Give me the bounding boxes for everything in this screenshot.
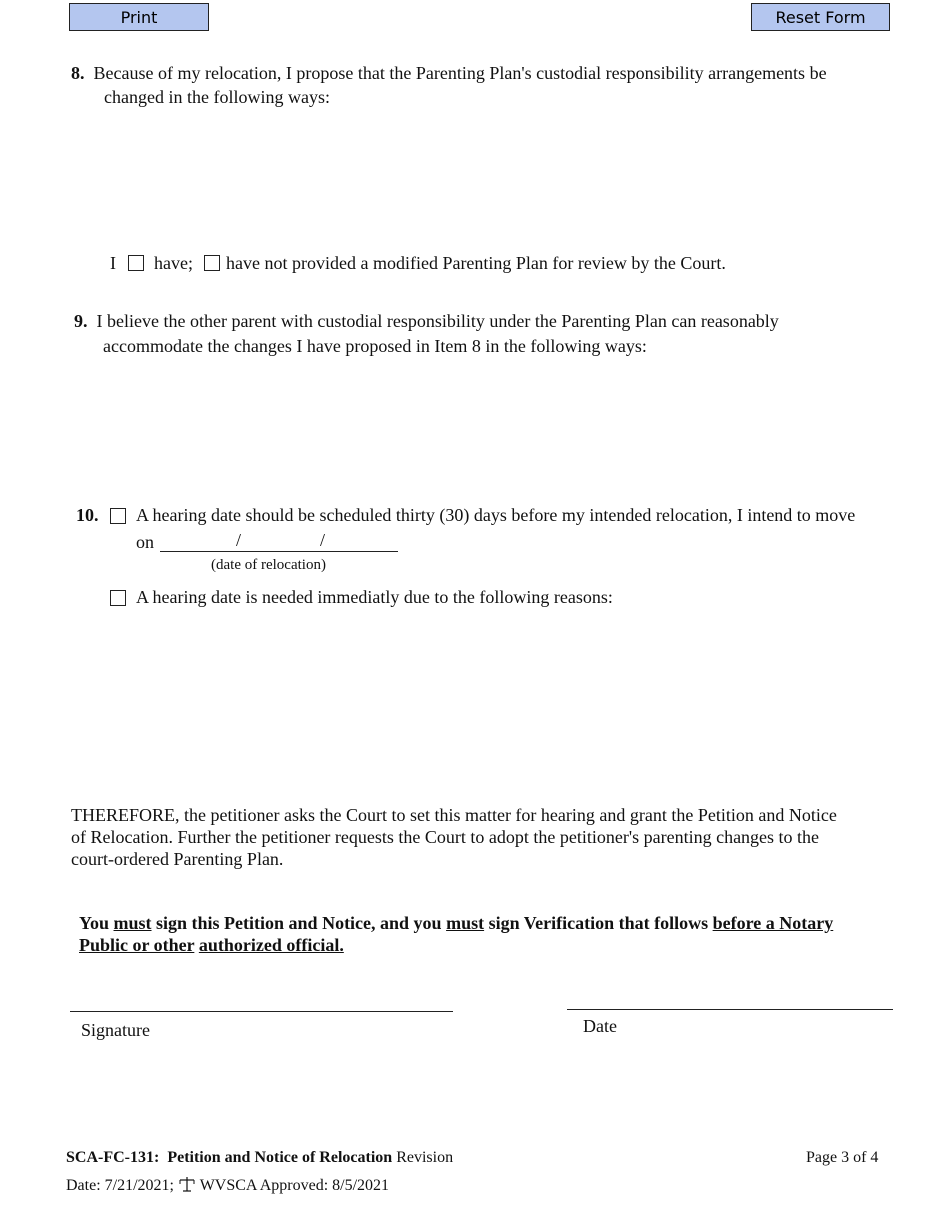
reset-form-button[interactable]: Reset Form — [751, 3, 890, 31]
item-8-text — [71, 61, 827, 85]
item-9-text — [74, 309, 779, 333]
footer-form-id — [66, 1149, 453, 1167]
signature-line[interactable] — [70, 1011, 453, 1012]
have-not-label: have not provided a modified Parenting Plan for review by the Court. — [226, 253, 726, 273]
notice-must: must — [113, 913, 152, 933]
have-label: have; — [154, 253, 193, 273]
approved-date: WVSCA Approved: 8/5/2021 — [199, 1177, 390, 1194]
page-number: Page 3 of 4 — [806, 1149, 879, 1166]
notary-notice-line1 — [79, 911, 833, 935]
hearing-immediate-text: A hearing date is needed immediatly due to the following reasons: — [136, 587, 613, 607]
notary-notice-line2 — [79, 933, 344, 957]
have-not-checkbox[interactable] — [204, 255, 220, 271]
date-caption: (date of relocation) — [211, 557, 326, 573]
item-10-number: 10. — [76, 505, 99, 525]
notice-notary: before a Notary — [712, 913, 834, 933]
notice-text: sign this Petition and Notice, and you — [151, 913, 447, 933]
item-8-line2: changed in the following ways: — [104, 87, 330, 107]
date-separator: / — [236, 530, 242, 550]
signature-label: Signature — [81, 1020, 150, 1040]
scales-icon — [178, 1176, 196, 1192]
item-8-number: 8. — [71, 63, 85, 83]
revision-date: Date: 7/21/2021; — [66, 1177, 174, 1194]
date-label: Date — [583, 1016, 617, 1036]
print-button[interactable]: Print — [69, 3, 209, 31]
therefore-line3: court-ordered Parenting Plan. — [71, 849, 284, 869]
notice-text: sign Verification that follows — [484, 913, 713, 933]
notice-must: must — [446, 913, 485, 933]
hearing-30-days-checkbox[interactable] — [110, 508, 126, 524]
form-code: SCA-FC-131: — [66, 1149, 160, 1166]
item-8-line1: Because of my relocation, I propose that the Parenting Plan's custodial responsibility arrangements be — [93, 63, 827, 83]
relocation-date-field[interactable] — [160, 551, 398, 552]
item-9-line1: I believe the other parent with custodial responsibility under the Parenting Plan can reasonably — [96, 311, 779, 331]
hearing-30-days-text: A hearing date should be scheduled thirty (30) days before my intended relocation, I intend to move — [136, 505, 856, 525]
footer-dates — [66, 1176, 389, 1195]
revision-label: Revision — [396, 1149, 454, 1166]
notice-text: You — [79, 913, 114, 933]
form-title: Petition and Notice of Relocation — [167, 1149, 393, 1166]
on-label: on — [136, 532, 154, 552]
date-separator: / — [320, 530, 326, 550]
item-9-number: 9. — [74, 311, 88, 331]
notice-official: authorized official. — [198, 935, 344, 955]
notice-public: Public or other — [79, 935, 195, 955]
hearing-immediate-checkbox[interactable] — [110, 590, 126, 606]
have-checkbox[interactable] — [128, 255, 144, 271]
plan-prefix: I — [110, 253, 116, 273]
therefore-line2: of Relocation. Further the petitioner requests the Court to adopt the petitioner's parenting changes to the — [71, 827, 820, 847]
item-9-line2: accommodate the changes I have proposed in Item 8 in the following ways: — [103, 336, 647, 356]
date-line[interactable] — [567, 1009, 893, 1010]
therefore-line1: THEREFORE, the petitioner asks the Court to set this matter for hearing and grant the Petition and Notice — [71, 805, 837, 825]
